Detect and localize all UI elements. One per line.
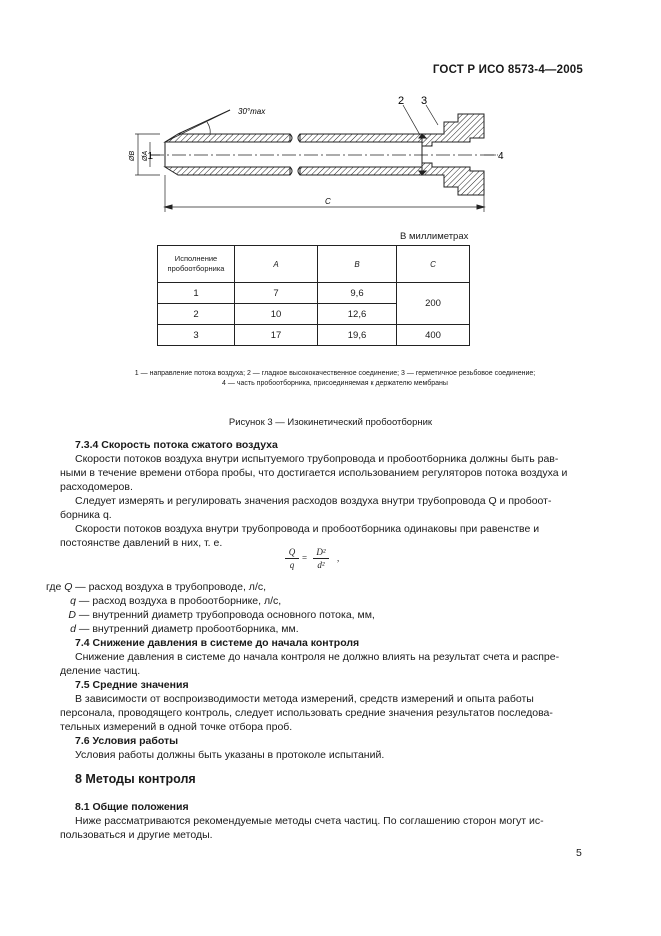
probe-wall-lower <box>165 167 290 175</box>
probe-wall-upper <box>165 134 290 142</box>
dim-b-label: ØB <box>129 150 136 161</box>
dim-a-label: ØA <box>142 150 149 161</box>
figure-legend-line2: 4 — часть пробоотборника, присоединяемая к держателю мембраны <box>222 380 448 387</box>
cell-b: 19,6 <box>318 325 397 346</box>
section-heading-7-6: 7.6 Условия работы <box>75 735 179 747</box>
paragraph-line: постоянстве давлений в них, т. е. <box>60 537 223 549</box>
table-row <box>158 283 470 304</box>
def-symbol: q <box>70 595 76 607</box>
def-text: — внутренний диаметр трубопровода основного потока, мм, <box>76 609 375 621</box>
paragraph-line: Ниже рассматриваются рекомендуемые методы счета частиц. По соглашению сторон могут ис- <box>75 815 544 827</box>
formula-comma: , <box>337 553 340 563</box>
section-heading-7-5: 7.5 Средние значения <box>75 679 189 691</box>
formula-num-left: Q <box>285 547 299 559</box>
paragraph-line: Снижение давления в системе до начала контроля не должно влиять на результат счета и распре- <box>75 651 560 663</box>
definition-list <box>46 580 266 594</box>
angle-label: 30°max <box>238 107 266 116</box>
cell-a: 10 <box>235 304 318 325</box>
probe-wall-lower-2 <box>300 167 422 175</box>
cell-variant: 1 <box>158 283 235 304</box>
col-header-variant: Исполнение пробоотборника <box>158 246 235 283</box>
formula-equals: = <box>302 553 308 563</box>
probe-wall-upper-2 <box>300 134 422 142</box>
callout-4: 4 <box>498 151 504 162</box>
paragraph-line: Следует измерять и регулировать значения расходов воздуха внутри трубопровода Q и пробоот- <box>75 495 552 507</box>
paragraph-line: персонала, проводящего контроль, следует использовать средние значения результатов последова- <box>60 707 553 719</box>
cell-b: 9,6 <box>318 283 397 304</box>
section-heading-8-1: 8.1 Общие положения <box>75 801 189 813</box>
fitting-lower <box>422 163 484 195</box>
cell-variant: 2 <box>158 304 235 325</box>
paragraph-line: Условия работы должны быть указаны в протоколе испытаний. <box>75 749 385 761</box>
cell-variant: 3 <box>158 325 235 346</box>
col-header-c: C <box>397 246 470 283</box>
where-word: где <box>46 581 62 593</box>
definition-line <box>58 622 299 636</box>
callout-1: 1 <box>147 151 153 162</box>
table-row <box>158 325 470 346</box>
dimensions-table <box>157 245 470 346</box>
paragraph-line: пользоваться и другие методы. <box>60 829 213 841</box>
paragraph-line: Скорости потоков воздуха внутри испытуемого трубопровода и пробоотборника должны быть рав- <box>75 453 559 465</box>
def-text: — расход воздуха в трубопроводе, л/с, <box>72 581 267 593</box>
callout-2: 2 <box>398 95 405 107</box>
cell-b: 12,6 <box>318 304 397 325</box>
flow-ratio-formula <box>285 547 355 577</box>
section-heading-7-3-4: 7.3.4 Скорость потока сжатого воздуха <box>75 439 278 451</box>
def-text: — расход воздуха в пробоотборнике, л/с, <box>76 595 282 607</box>
figure-caption: Рисунок 3 — Изокинетический пробоотборник <box>228 417 433 428</box>
def-symbol: D <box>68 609 76 621</box>
cell-c: 400 <box>397 325 470 346</box>
dim-c-label: C <box>325 197 331 206</box>
cell-a: 7 <box>235 283 318 304</box>
col-header-b: B <box>318 246 397 283</box>
formula-den-left: q <box>289 560 295 570</box>
cell-c: 200 <box>397 283 470 325</box>
paragraph-line: В зависимости от воспроизводимости метода измерений, средств измерений и опыта работы <box>75 693 534 705</box>
units-label: В миллиметрах <box>400 231 469 242</box>
paragraph-line: тельных измерений в одной точке отбора проб. <box>60 721 293 733</box>
formula-num-right: D² <box>313 547 329 559</box>
paragraph-line: ными в течение времени отбора пробы, что достигается использованием регуляторов потока воздуха и <box>60 467 568 479</box>
probe-drawing <box>0 90 661 220</box>
paragraph-line: борника q. <box>60 509 112 521</box>
def-symbol: Q <box>64 581 73 593</box>
def-text: — внутренний диаметр пробоотборника, мм. <box>76 623 299 635</box>
cell-a: 17 <box>235 325 318 346</box>
paragraph-line: деление частиц. <box>60 665 141 677</box>
page-number: 5 <box>576 847 582 859</box>
paragraph-line: расходомеров. <box>60 481 133 493</box>
standard-number: ГОСТ Р ИСО 8573-4—2005 <box>432 64 583 76</box>
fitting-upper <box>422 114 484 146</box>
definition-line <box>58 608 375 622</box>
section-heading-7-4: 7.4 Снижение давления в системе до начала контроля <box>75 637 360 649</box>
col-header-a: A <box>235 246 318 283</box>
chapter-heading-8: 8 Методы контроля <box>75 772 196 786</box>
callout-3: 3 <box>421 95 428 107</box>
figure-legend-line1: 1 — направление потока воздуха; 2 — гладкое высококачественное соединение; 3 — герметичное резьбовое соединение; <box>134 370 536 377</box>
def-symbol: d <box>70 623 76 635</box>
definition-line <box>58 594 281 608</box>
formula-den-right: d² <box>317 560 325 570</box>
paragraph-line: Скорости потоков воздуха внутри трубопровода и пробоотборника одинаковы при равенстве и <box>75 523 540 535</box>
